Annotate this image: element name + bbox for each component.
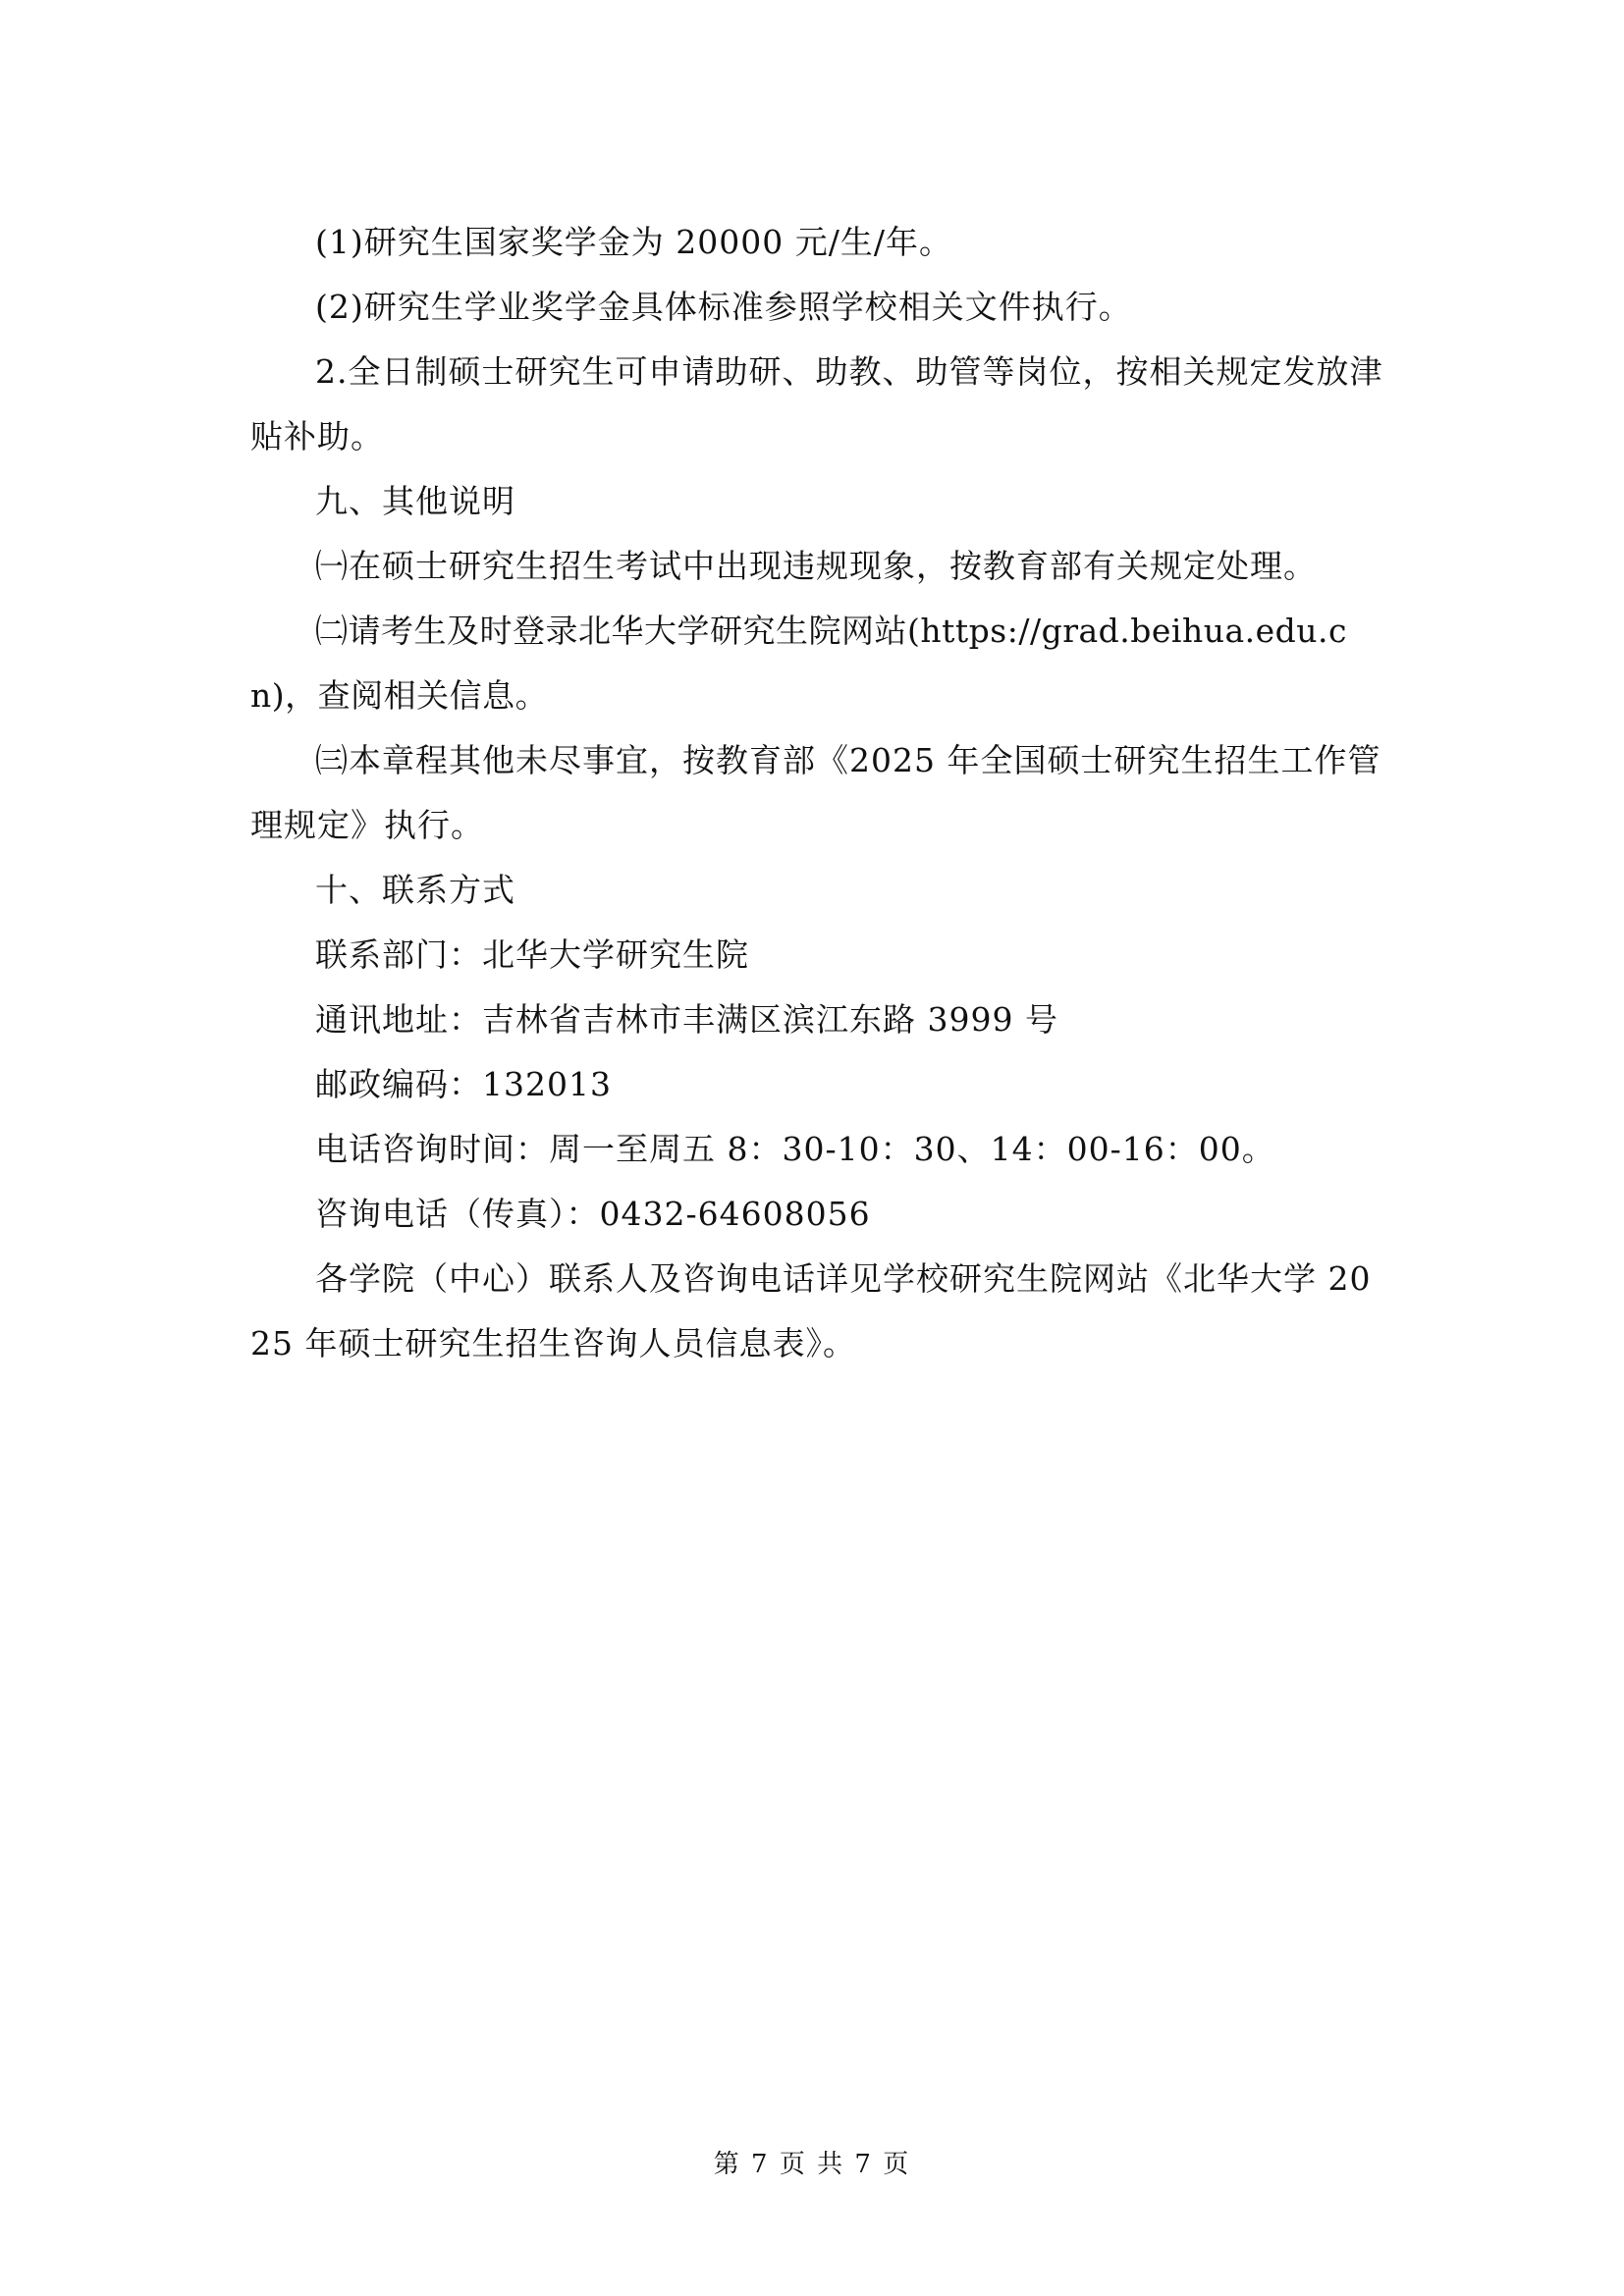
scholarship-academic: (2)研究生学业奖学金具体标准参照学校相关文件执行。 [315,288,1132,326]
note-website: ㈡请考生及时登录北华大学研究生院网站(https://grad.beihua.edu.cn)，查阅相关信息。 [250,612,1348,715]
contact-postcode: 邮政编码：132013 [315,1065,612,1103]
assistantship-info: 2.全日制硕士研究生可申请助研、助教、助管等岗位，按相关规定发放津贴补助。 [250,352,1383,455]
scholarship-national: (1)研究生国家奖学金为 20000 元/生/年。 [315,223,952,261]
contact-college-info: 各学院（中心）联系人及咨询电话详见学校研究生院网站《北华大学 2025 年硕士研究生招生咨询人员信息表》。 [250,1259,1372,1362]
document-body [250,210,1389,1376]
page-number: 第 7 页 共 7 页 [713,2150,911,2179]
contact-department: 联系部门：北华大学研究生院 [315,935,749,974]
note-violation: ㈠在硕士研究生招生考试中出现违规现象，按教育部有关规定处理。 [315,547,1317,585]
contact-address: 通讯地址：吉林省吉林市丰满区滨江东路 3999 号 [315,1000,1058,1039]
section-heading-contact: 十、联系方式 [315,871,515,909]
section-heading-other-notes: 九、其他说明 [315,482,515,520]
contact-phone: 咨询电话（传真）：0432-64608056 [315,1195,871,1233]
contact-hours: 电话咨询时间：周一至周五 8：30-10：30、14：00-16：00。 [315,1130,1275,1168]
note-regulation: ㈢本章程其他未尽事宜，按教育部《2025 年全国硕士研究生招生工作管理规定》执行。 [250,741,1381,844]
